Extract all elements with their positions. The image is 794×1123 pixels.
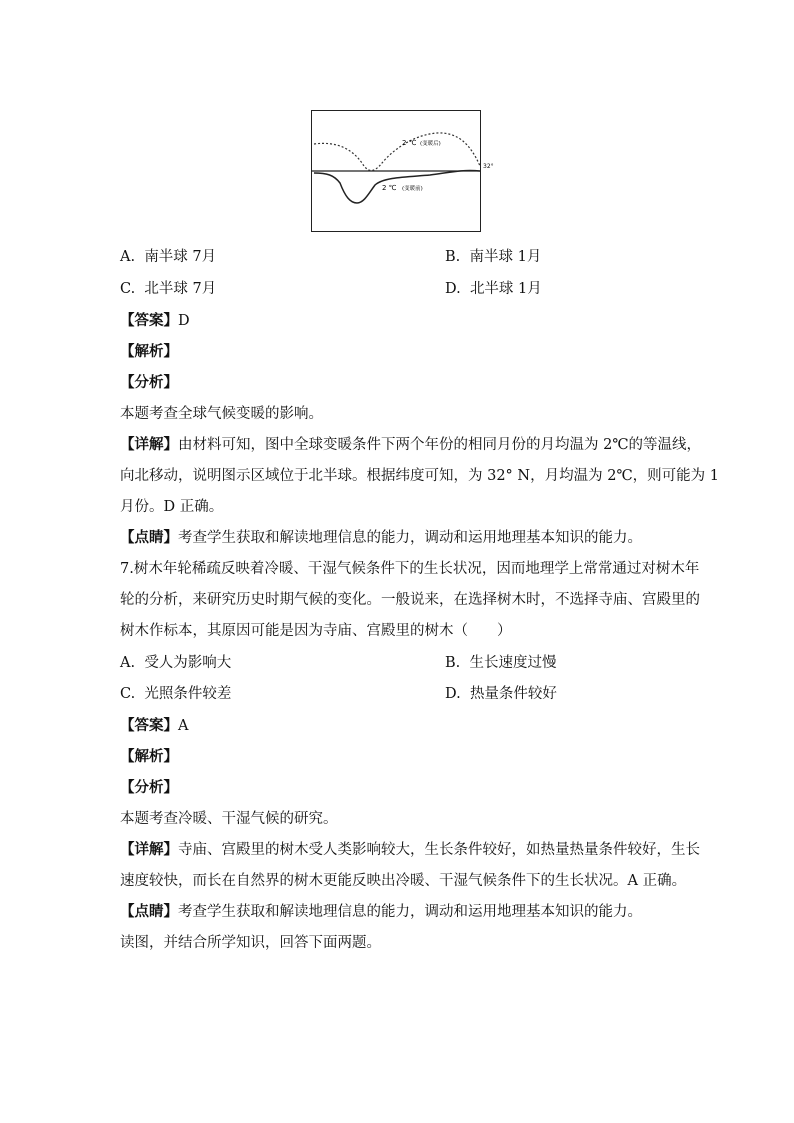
q6-analysis-heading: 【解析】 bbox=[120, 343, 178, 360]
q7-analysis-heading: 【解析】 bbox=[120, 748, 178, 765]
q6-option-c: C. 北半球 7月 bbox=[120, 281, 217, 297]
label-top: 2 ℃ bbox=[402, 139, 417, 147]
q7-fenxi-text: 本题考查冷暖、干湿气候的研究。 bbox=[120, 811, 338, 827]
latitude-label: 32° bbox=[483, 163, 494, 170]
q6-detail-line2: 向北移动，说明图示区域位于北半球。根据纬度可知，为 32° N，月均温为 2℃，则可能为 1 bbox=[120, 468, 719, 484]
q7-stem-line3: 树木作标本，其原因可能是因为寺庙、宫殿里的树木（ ） bbox=[120, 623, 512, 639]
isotherm-diagram bbox=[312, 111, 482, 233]
q6-fenxi-text: 本题考查全球气候变暖的影响。 bbox=[120, 406, 323, 422]
q7-stem-line1: 7.树木年轮稀疏反映着冷暖、干湿气候条件下的生长状况，因而地理学上常常通过对树木年 bbox=[120, 561, 700, 577]
q6-option-a: A. 南半球 7月 bbox=[120, 249, 217, 265]
q6-option-b: B. 南半球 1月 bbox=[445, 249, 542, 265]
q7-detail-line1: 【详解】寺庙、宫殿里的树木受人类影响较大，生长条件较好，如热量热量条件较好，生长 bbox=[120, 841, 700, 858]
q6-detail-line1: 【详解】由材料可知，图中全球变暖条件下两个年份的相同月份的月均温为 2℃的等温线， bbox=[120, 436, 702, 453]
label-bottom-note: (变暖前) bbox=[402, 186, 423, 192]
q7-option-b: B. 生长速度过慢 bbox=[445, 655, 557, 671]
q7-option-c: C. 光照条件较差 bbox=[120, 686, 232, 702]
q7-detail-line2: 速度较快，而长在自然界的树木更能反映出冷暖、干湿气候条件下的生长状况。A 正确。 bbox=[120, 873, 687, 889]
q7-point: 【点睛】考查学生获取和解读地理信息的能力，调动和运用地理基本知识的能力。 bbox=[120, 903, 642, 920]
q6-point: 【点睛】考查学生获取和解读地理信息的能力，调动和运用地理基本知识的能力。 bbox=[120, 529, 642, 546]
q7-answer: 【答案】A bbox=[120, 717, 189, 734]
q6-detail-line3: 月份。D 正确。 bbox=[120, 499, 224, 515]
closing-instruction: 读图，并结合所学知识，回答下面两题。 bbox=[120, 935, 381, 951]
q6-fenxi-heading: 【分析】 bbox=[120, 374, 178, 391]
q7-stem-line2: 轮的分析，来研究历史时期气候的变化。一般说来，在选择树木时，不选择寺庙、宫殿里的 bbox=[120, 592, 700, 608]
isotherm-after-warming bbox=[314, 133, 480, 171]
q7-option-d: D. 热量条件较好 bbox=[445, 686, 557, 702]
isotherm-figure bbox=[311, 110, 481, 232]
q7-fenxi-heading: 【分析】 bbox=[120, 779, 178, 796]
q6-option-d: D. 北半球 1月 bbox=[445, 281, 542, 297]
label-bottom: 2 ℃ bbox=[382, 184, 397, 192]
q6-answer: 【答案】D bbox=[120, 312, 190, 329]
isotherm-before-warming bbox=[314, 170, 480, 203]
q7-option-a: A. 受人为影响大 bbox=[120, 655, 232, 671]
label-top-note: (变暖后) bbox=[420, 141, 441, 147]
